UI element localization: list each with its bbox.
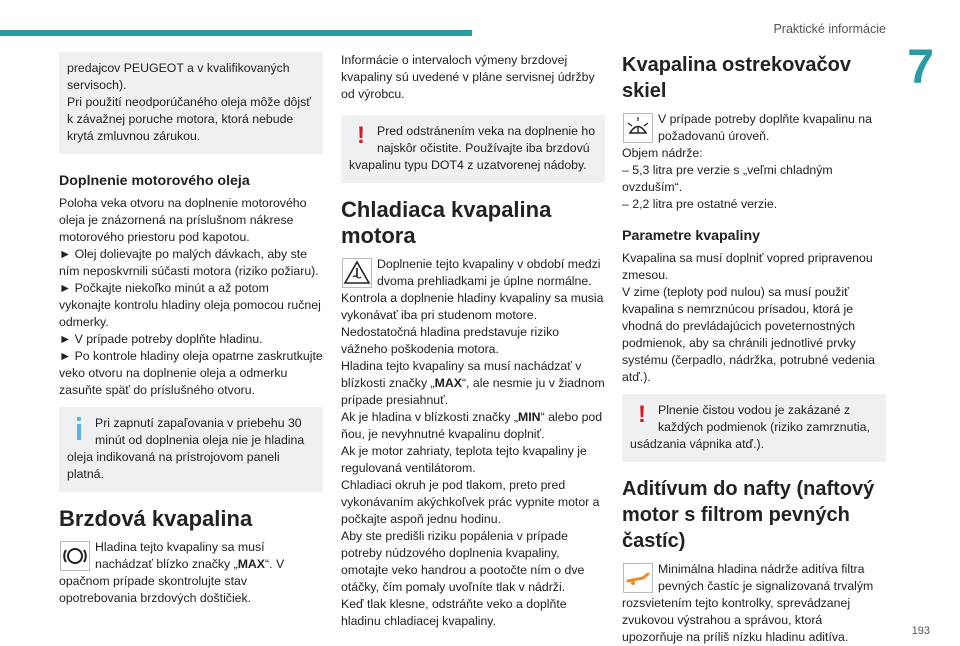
additive-icon [622,562,654,594]
oil-line: ► Počkajte niekoľko minút a až potom vykonajte kontrolu hladiny oleja pomocou ručnej odmerky. [59,281,321,329]
coolant-paragraph: Aby ste predišli riziku popálenia v prípade potreby núdzového doplnenia kvapaliny, omotajte veko handrou a pootočte ním o dve otáčky, čím pomaly uvoľníte tlak v nádrži. [341,529,585,594]
oil-info-text: Pri zapnutí zapaľovania v priebehu 30 minút od doplnenia oleja nie je hladina oleja indikovaná na prístrojovom paneli platná. [67,416,305,481]
brake-warning-icon [59,540,91,572]
washer-paragraph: V prípade potreby doplňte kvapalinu na požadovanú úroveň. [658,112,872,143]
oil-line: Poloha veka otvoru na doplnenie motorového oleja je znázornená na príslušnom nákrese motorového priestoru pod kapotou. [59,196,307,244]
washer-warning-box [622,394,886,462]
additive-paragraph: Minimálna hladina nádrže aditíva filtra pevných častíc je signalizovaná trvalým rozsvietením tejto kontrolky, sprevádzanej zvukovou výstrahou a správou, ktorá upozorňuje na príliš nízku hladinu aditíva. [622,562,874,644]
coolant-heading: Chladiaca kvapalina motora [341,197,552,248]
warning-exclamation-icon: ! [638,401,646,428]
coolant-paragraph: Doplnenie tejto kvapaliny v období medzi dvoma prehliadkami je úplne normálne. [377,257,601,288]
params-paragraph: Kvapalina sa musí doplniť vopred pripravenou zmesou. [622,251,873,282]
oil-info-box [59,407,323,492]
coolant-paragraph: Ak je hladina v blízkosti značky „MIN“ alebo pod ňou, je nevyhnutné kvapalinu doplniť. [341,410,603,441]
column-1 [59,52,323,607]
oil-line: ► Olej dolievajte po malých dávkach, aby ste ním neposkvrnili súčasti motora (riziko požiaru). [59,247,319,278]
washer-heading: Kvapalina ostrekovačov skiel [622,54,851,102]
coolant-paragraph: Nedostatočná hladina predstavuje riziko vážneho poškodenia motora. [341,325,560,356]
warning-exclamation-icon: ! [357,122,365,149]
coolant-paragraph: Hladina tejto kvapaliny sa musí nachádzať v blízkosti značky „MAX“, ale nesmie ju v žiadnom prípade presiahnuť. [341,359,605,407]
info-icon [67,415,91,443]
section-title: Praktické informácie [773,22,886,36]
washer-warning-text: Plnenie čistou vodou je zakázané z každých podmienok (riziko zamrznutia, usádzania vápnika atď.). [630,403,870,451]
column-3 [622,52,886,646]
brake-interval-text: Informácie o intervaloch výmeny brzdovej kvapaliny sú uvedené v pláne servisnej údržby od výrobcu. [341,53,595,101]
washer-volume-line: – 2,2 litra pre ostatné verzie. [622,197,778,211]
params-paragraph: V zime (teploty pod nulou) sa musí použiť kvapalina s nemrznúcou prísadou, ktorá je vhodná do prevládajúcich poveternostných podmienok, aby sa chránili jednotlivé prvky systému (čerpadlo, nádržka, potrubné vedenia atď.). [622,285,875,384]
brake-warning-text: Pred odstránením veka na doplnenie ho najskôr očistite. Používajte iba brzdovú kvapalinu typu DOT4 z uzatvorenej nádoby. [349,124,596,172]
oil-warranty-text: predajcov PEUGEOT a v kvalifikovaných servisoch). Pri použití neodporúčaného oleja môže dôjsť k závažnej poruche motora, ktorá nebude krytá zmluvnou zárukou. [67,61,311,143]
coolant-paragraph: Chladiaci okruh je pod tlakom, preto pred vykonávaním akýchkoľvek prác vypnite motor a počkajte aspoň jednu hodinu. [341,478,600,526]
brake-heading: Brzdová kvapalina [59,506,253,531]
column-2 [341,52,605,630]
oil-heading: Doplnenie motorového oleja [59,173,250,189]
coolant-warning-icon [341,257,373,289]
coolant-paragraph: Kontrola a doplnenie hladiny kvapaliny sa musia vykonávať iba pri studenom motore. [341,291,604,322]
coolant-paragraph: Keď tlak klesne, odstráňte veko a doplňte hladinu chladiacej kvapaliny. [341,597,567,628]
brake-warning-box [341,115,605,183]
additive-heading: Aditívum do nafty (naftový motor s filtrom pevných častíc) [622,478,875,552]
washer-volume-line: – 5,3 litra pre verzie s „veľmi chladným ovzduším“. [622,163,833,194]
coolant-paragraph: Ak je motor zahriaty, teplota tejto kvapaliny je regulovaná ventilátorom. [341,444,587,475]
chapter-number: 7 [907,41,934,94]
oil-line: ► Po kontrole hladiny oleja opatrne zaskrutkujte veko otvoru na doplnenie oleja a odmerku zasuňte späť do príslušného otvoru. [59,349,323,397]
oil-line: ► V prípade potreby doplňte hladinu. [59,332,263,346]
header-accent-bar [0,30,472,36]
params-heading: Parametre kvapaliny [622,228,761,244]
washer-volume-label: Objem nádrže: [622,146,703,160]
page-number: 193 [911,625,930,637]
washer-icon [622,112,654,144]
oil-warranty-box [59,52,323,154]
brake-text: Hladina tejto kvapaliny sa musí nachádzať blízko značky „MAX“. V opačnom prípade skontrolujte stav opotrebovania brzdových doštičiek. [59,540,285,605]
